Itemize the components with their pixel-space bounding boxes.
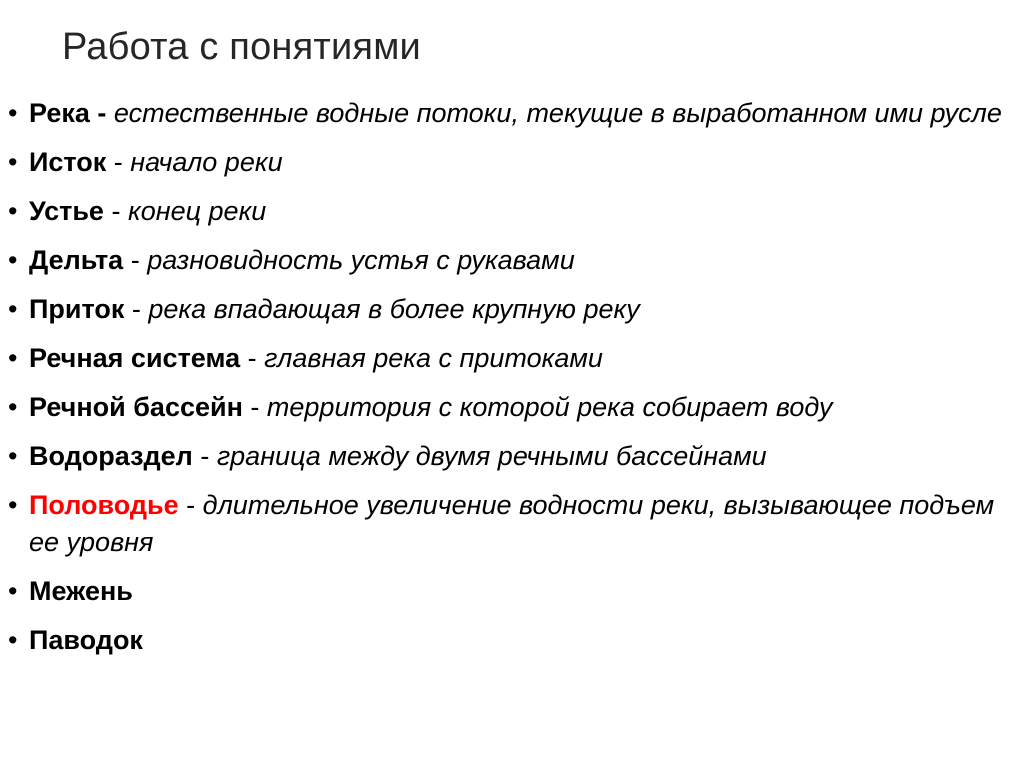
list-item bbox=[0, 487, 1010, 561]
term-separator: - bbox=[103, 196, 128, 226]
term-separator: - bbox=[124, 294, 149, 324]
term-definition: длительное увеличение водности реки, вызывающее подъем ее уровня bbox=[29, 490, 995, 557]
term-word-highlighted: Половодье bbox=[29, 490, 179, 520]
term-word: Устье bbox=[29, 196, 104, 226]
bullet-icon: • bbox=[8, 490, 18, 520]
list-item bbox=[0, 291, 1010, 328]
bullet-icon: • bbox=[8, 245, 18, 275]
list-item bbox=[0, 144, 1010, 181]
term-definition: естественные водные потоки, текущие в выработанном ими русле bbox=[113, 98, 1002, 128]
term-definition: река впадающая в более крупную реку bbox=[148, 294, 640, 324]
list-item bbox=[0, 438, 1010, 475]
term-word: Межень bbox=[29, 576, 133, 606]
term-word: Речной бассейн bbox=[29, 392, 243, 422]
bullet-icon: • bbox=[8, 441, 18, 471]
term-definition: главная река с притоками bbox=[264, 343, 603, 373]
list-item bbox=[0, 573, 1010, 610]
term-definition: разновидность устья с рукавами bbox=[147, 245, 575, 275]
term-separator: - bbox=[106, 147, 131, 177]
term-word: Водораздел bbox=[29, 441, 193, 471]
term-separator: - bbox=[192, 441, 217, 471]
bullet-icon: • bbox=[8, 98, 18, 128]
term-word: Приток bbox=[29, 294, 125, 324]
term-word: Речная система bbox=[29, 343, 241, 373]
bullet-icon: • bbox=[8, 294, 18, 324]
term-definition: конец реки bbox=[127, 196, 267, 226]
list-item bbox=[0, 242, 1010, 279]
bullet-icon: • bbox=[8, 147, 18, 177]
list-item bbox=[0, 622, 1010, 659]
term-separator: - bbox=[178, 490, 203, 520]
term-separator: - bbox=[123, 245, 148, 275]
terms-list bbox=[0, 95, 1010, 671]
term-word: Паводок bbox=[29, 625, 143, 655]
bullet-icon: • bbox=[8, 196, 18, 226]
bullet-icon: • bbox=[8, 392, 18, 422]
bullet-icon: • bbox=[8, 625, 18, 655]
slide-title: Работа с понятиями bbox=[62, 26, 421, 68]
term-definition: территория с которой река собирает воду bbox=[266, 392, 833, 422]
list-item bbox=[0, 340, 1010, 377]
term-definition: начало реки bbox=[130, 147, 283, 177]
list-item bbox=[0, 389, 1010, 426]
bullet-icon: • bbox=[8, 576, 18, 606]
term-word: Река bbox=[29, 98, 90, 128]
list-item bbox=[0, 95, 1010, 132]
term-separator: - bbox=[242, 392, 267, 422]
term-separator: - bbox=[89, 98, 114, 128]
term-word: Дельта bbox=[29, 245, 124, 275]
term-definition: граница между двумя речными бассейнами bbox=[216, 441, 767, 471]
bullet-icon: • bbox=[8, 343, 18, 373]
term-separator: - bbox=[240, 343, 265, 373]
term-word: Исток bbox=[29, 147, 107, 177]
list-item bbox=[0, 193, 1010, 230]
